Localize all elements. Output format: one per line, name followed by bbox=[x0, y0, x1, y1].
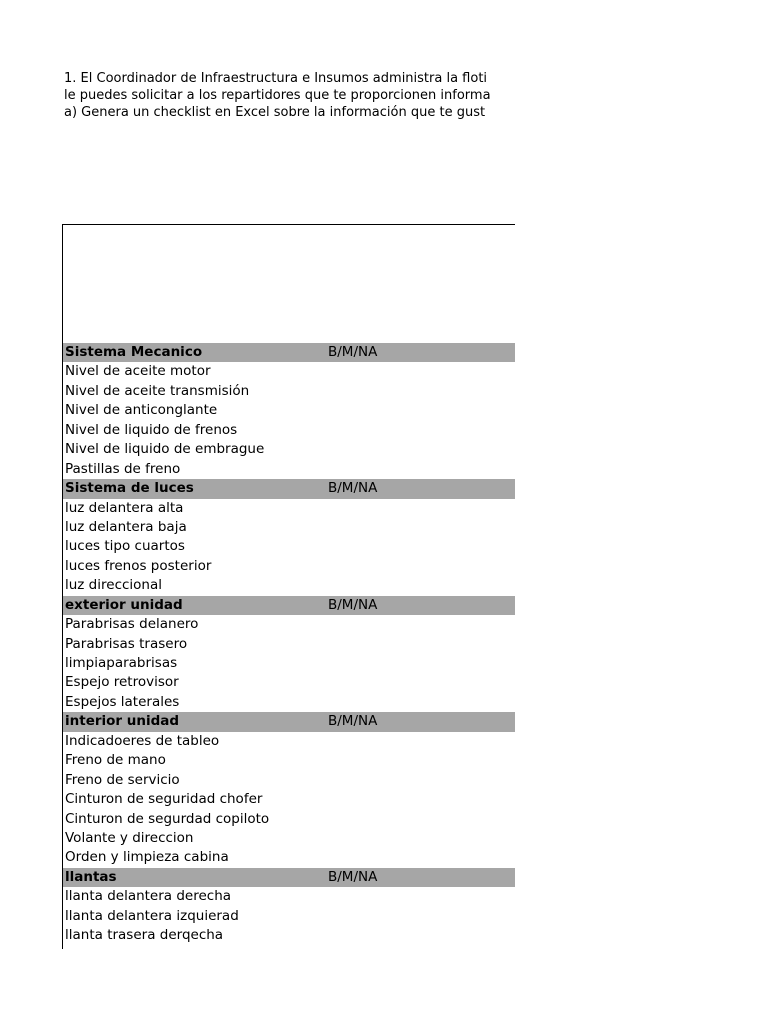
section-header[interactable] bbox=[63, 712, 515, 731]
checklist-item[interactable] bbox=[63, 751, 515, 770]
checklist-item-label: Nivel de aceite motor bbox=[65, 363, 211, 380]
checklist-item[interactable] bbox=[63, 907, 515, 926]
checklist-item[interactable] bbox=[63, 421, 515, 440]
rating-scale-label: B/M/NA bbox=[328, 480, 378, 497]
section-title: Sistema Mecanico bbox=[65, 344, 203, 360]
checklist-item-label: Parabrisas trasero bbox=[65, 635, 188, 652]
checklist-item-label: Freno de mano bbox=[65, 752, 166, 769]
section-header[interactable] bbox=[63, 596, 515, 615]
checklist-item-label: luces tipo cuartos bbox=[65, 538, 185, 555]
checklist-item-label: llanta trasera derqecha bbox=[65, 927, 224, 944]
checklist-item[interactable] bbox=[63, 732, 515, 751]
checklist-item[interactable] bbox=[63, 440, 515, 459]
instruction-line: 1. El Coordinador de Infraestructura e Insumos administra la floti bbox=[64, 71, 488, 86]
checklist-item[interactable] bbox=[63, 460, 515, 479]
checklist-item-label: Freno de servicio bbox=[65, 771, 180, 788]
checklist-item[interactable] bbox=[63, 829, 515, 848]
checklist-item-label: luz delantera baja bbox=[65, 518, 187, 535]
checklist-item[interactable] bbox=[63, 635, 515, 654]
checklist-item[interactable] bbox=[63, 615, 515, 634]
checklist-item-label: Cinturon de segurdad copiloto bbox=[65, 810, 270, 827]
checklist-item[interactable] bbox=[63, 537, 515, 556]
checklist-item-label: llanta delantera derecha bbox=[65, 888, 232, 905]
section-header[interactable] bbox=[63, 343, 515, 362]
checklist-item[interactable] bbox=[63, 771, 515, 790]
checklist-item-label: luz delantera alta bbox=[65, 499, 184, 516]
section-header[interactable] bbox=[63, 868, 515, 887]
checklist-item[interactable] bbox=[63, 790, 515, 809]
instruction-line: le puedes solicitar a los repartidores que te proporcionen informa bbox=[64, 88, 491, 103]
section-title: Sistema de luces bbox=[65, 480, 194, 497]
checklist-item[interactable] bbox=[63, 401, 515, 420]
checklist-item-label: Nivel de aceite transmisión bbox=[65, 382, 250, 399]
empty-header-area bbox=[63, 225, 515, 343]
checklist-item-label: luz direccional bbox=[65, 577, 162, 594]
section-title: exterior unidad bbox=[65, 596, 183, 613]
rating-scale-label: B/M/NA bbox=[328, 713, 378, 730]
checklist-item[interactable] bbox=[63, 499, 515, 518]
checklist-item[interactable] bbox=[63, 848, 515, 867]
checklist-item[interactable] bbox=[63, 673, 515, 692]
checklist-item[interactable] bbox=[63, 576, 515, 595]
checklist-item-label: Espejo retrovisor bbox=[65, 674, 179, 691]
checklist-item-label: Nivel de liquido de embrague bbox=[65, 441, 265, 458]
checklist-item-label: Espejos laterales bbox=[65, 693, 180, 710]
section-header[interactable] bbox=[63, 479, 515, 498]
checklist-item[interactable] bbox=[63, 810, 515, 829]
checklist-item[interactable] bbox=[63, 382, 515, 401]
checklist-item[interactable] bbox=[63, 362, 515, 381]
section-title: llantas bbox=[65, 868, 117, 885]
checklist-item-label: Cinturon de seguridad chofer bbox=[65, 791, 263, 808]
checklist-item[interactable] bbox=[63, 887, 515, 906]
checklist-item[interactable] bbox=[63, 693, 515, 712]
rating-scale-label: B/M/NA bbox=[328, 344, 378, 360]
checklist-rows bbox=[63, 343, 515, 946]
checklist-item[interactable] bbox=[63, 654, 515, 673]
checklist-item-label: Pastillas de freno bbox=[65, 460, 181, 477]
checklist-item-label: luces frenos posterior bbox=[65, 557, 212, 574]
checklist-item[interactable] bbox=[63, 926, 515, 945]
checklist-item-label: llanta delantera izquierad bbox=[65, 907, 239, 924]
checklist-item-label: Nivel de anticonglante bbox=[65, 402, 218, 419]
checklist-item-label: limpiaparabrisas bbox=[65, 655, 178, 671]
instruction-line: a) Genera un checklist en Excel sobre la información que te gust bbox=[64, 105, 486, 120]
instructions-text bbox=[64, 70, 514, 121]
checklist-item[interactable] bbox=[63, 557, 515, 576]
checklist-item-label: Volante y direccion bbox=[65, 829, 194, 846]
checklist-item-label: Indicadoeres de tableo bbox=[65, 732, 220, 749]
checklist-table bbox=[62, 224, 515, 949]
checklist-item-label: Orden y limpieza cabina bbox=[65, 849, 229, 866]
rating-scale-label: B/M/NA bbox=[328, 868, 378, 885]
checklist-item[interactable] bbox=[63, 518, 515, 537]
rating-scale-label: B/M/NA bbox=[328, 596, 378, 613]
checklist-item-label: Nivel de liquido de frenos bbox=[65, 421, 238, 438]
section-title: interior unidad bbox=[65, 713, 180, 730]
checklist-item-label: Parabrisas delanero bbox=[65, 616, 199, 633]
